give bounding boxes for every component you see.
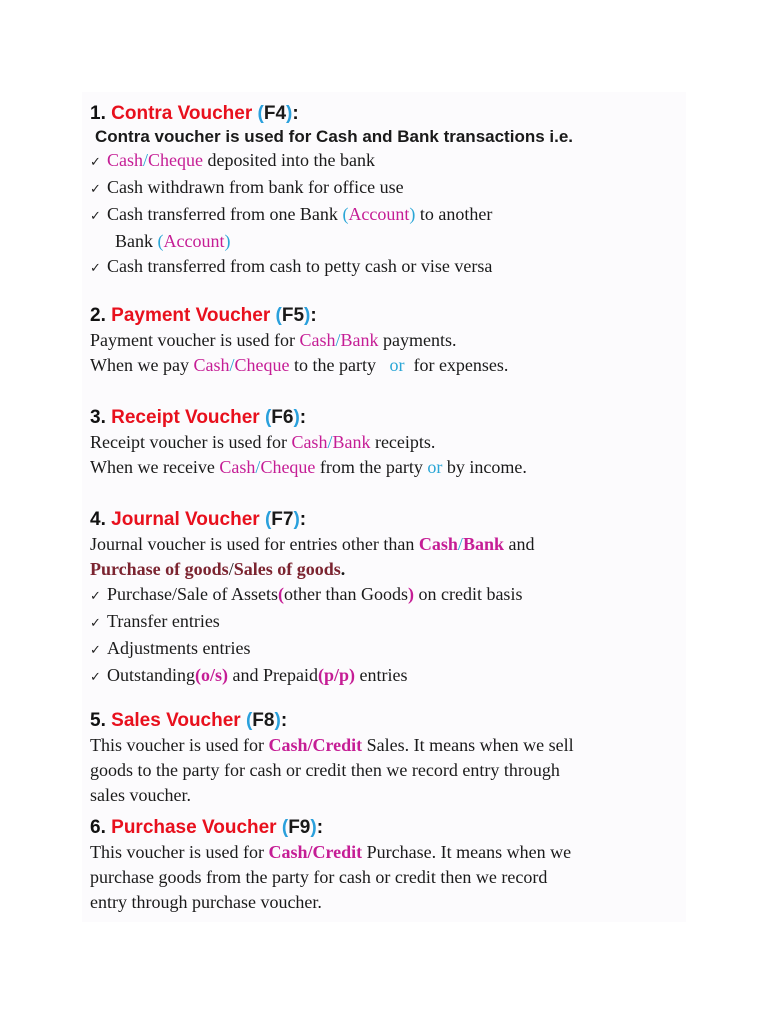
body-line <box>90 557 686 582</box>
body-text: When we receive <box>90 457 220 477</box>
paren-close: ) <box>304 305 311 326</box>
term-cash: Cash <box>268 735 308 755</box>
paren-close: ) <box>286 103 293 124</box>
term-bank: Bank <box>340 330 379 350</box>
slash: / <box>228 559 234 579</box>
body-text: and <box>503 534 535 554</box>
term-bank: Bank <box>462 534 504 554</box>
item-text: and Prepaid <box>228 665 318 685</box>
checkmark-icon: ✓ <box>90 589 101 604</box>
list-item <box>90 636 686 663</box>
slash: / <box>307 735 313 755</box>
term-cheque: Cheque <box>234 355 290 375</box>
item-text: Cash withdrawn from bank for office use <box>107 177 404 197</box>
item-text: Transfer entries <box>107 611 220 631</box>
section-heading <box>90 304 686 328</box>
shortcut-key: F5 <box>281 305 305 326</box>
slash: / <box>457 534 463 554</box>
list-item <box>90 609 686 636</box>
paren-open: ( <box>264 407 272 428</box>
voucher-name: Purchase Voucher <box>111 817 277 838</box>
body-text: This voucher is used for <box>90 842 269 862</box>
section-number: 5. <box>90 710 106 731</box>
term-cash: Cash <box>219 457 256 477</box>
list-item <box>90 663 686 690</box>
term-credit: Credit <box>312 735 363 755</box>
section-number: 3. <box>90 407 106 428</box>
term-account: Account <box>163 231 225 251</box>
list-item <box>90 148 686 175</box>
body-line: entry through purchase voucher. <box>90 892 322 912</box>
item-text: Cash transferred from cash to petty cash or vise versa <box>107 256 493 276</box>
body-text: This voucher is used for <box>90 735 269 755</box>
section-number: 1. <box>90 103 106 124</box>
checkmark-icon: ✓ <box>90 182 101 197</box>
paren-open: ( <box>281 817 289 838</box>
voucher-name: Sales Voucher <box>111 710 241 731</box>
term-cheque: Cheque <box>260 457 316 477</box>
slash: / <box>335 330 341 350</box>
term-cash: Cash <box>299 330 336 350</box>
body-text: for expenses. <box>404 355 509 375</box>
item-text: Outstanding <box>107 665 195 685</box>
item-text: Bank <box>115 231 158 251</box>
body-line: purchase goods from the party for cash or credit then we record <box>90 867 548 887</box>
body-line <box>90 840 686 865</box>
body-text: to the party <box>289 355 390 375</box>
paren-close: ) <box>310 817 317 838</box>
paren-open: ( <box>195 665 201 685</box>
slash: / <box>229 355 235 375</box>
section-heading <box>90 102 686 126</box>
body-text: receipts. <box>370 432 436 452</box>
term-cash: Cash <box>193 355 230 375</box>
checkmark-icon: ✓ <box>90 209 101 224</box>
term-bank: Bank <box>332 432 371 452</box>
paren-close: ) <box>407 584 414 604</box>
document-page <box>82 92 686 922</box>
body-text: payments. <box>378 330 457 350</box>
checkmark-icon: ✓ <box>90 643 101 658</box>
checkmark-icon: ✓ <box>90 155 101 170</box>
paren-close: ) <box>293 407 300 428</box>
shortcut-key: F9 <box>288 817 311 838</box>
checkmark-icon: ✓ <box>90 261 101 276</box>
section-number: 6. <box>90 817 106 838</box>
voucher-name: Journal Voucher <box>111 509 260 530</box>
list-item-continuation <box>90 229 686 254</box>
colon: : <box>299 509 307 530</box>
colon: : <box>316 817 324 838</box>
section-purchase-voucher <box>90 816 686 915</box>
term-account: Account <box>348 204 410 224</box>
term-cheque: Cheque <box>148 150 203 170</box>
term-cash: Cash <box>418 534 458 554</box>
item-text: entries <box>355 665 408 685</box>
slash: / <box>307 842 313 862</box>
shortcut-key: F4 <box>263 103 287 124</box>
item-text: deposited into the bank <box>203 150 375 170</box>
body-line: goods to the party for cash or credit then we record entry through <box>90 760 560 780</box>
item-text: to another <box>415 204 493 224</box>
paren-close: ) <box>222 665 229 685</box>
section-journal-voucher <box>90 508 686 690</box>
paren-open: ( <box>264 509 272 530</box>
body-text: When we pay <box>90 355 194 375</box>
section-heading <box>90 406 686 430</box>
paren-close: ) <box>274 710 281 731</box>
checkmark-icon: ✓ <box>90 616 101 631</box>
paren-open: ( <box>318 665 324 685</box>
slash: / <box>143 150 149 170</box>
body-line <box>90 328 686 353</box>
body-text: Receipt voucher is used for <box>90 432 292 452</box>
body-line <box>90 455 686 480</box>
body-line <box>90 532 686 557</box>
list-item <box>90 254 686 281</box>
term-cash: Cash <box>107 150 143 170</box>
body-line: sales voucher. <box>90 785 191 805</box>
item-text: Cash transferred from one Bank <box>107 204 343 224</box>
paren-close: ) <box>224 231 231 251</box>
shortcut-key: F7 <box>271 509 294 530</box>
colon: : <box>310 305 317 326</box>
section-heading <box>90 816 686 840</box>
term-credit: Credit <box>312 842 363 862</box>
term-cash: Cash <box>291 432 328 452</box>
checkmark-icon: ✓ <box>90 670 101 685</box>
term-purchase-of-goods: Purchase of goods <box>90 559 229 579</box>
term-sales-of-goods: Sales of goods <box>233 559 341 579</box>
shortcut-key: F6 <box>271 407 294 428</box>
paren-open: ( <box>245 710 253 731</box>
list-item <box>90 202 686 229</box>
body-line <box>90 733 686 758</box>
body-line <box>90 353 686 378</box>
term-pp: p/p <box>324 665 350 685</box>
paren-open: ( <box>275 305 282 326</box>
colon: : <box>292 103 299 124</box>
body-text: by income. <box>442 457 527 477</box>
item-text: Purchase/Sale of Assets <box>107 584 278 604</box>
section-payment-voucher <box>90 304 686 378</box>
term-or: or <box>427 457 443 477</box>
body-text: from the party <box>315 457 428 477</box>
section-sales-voucher <box>90 709 686 808</box>
list-item <box>90 582 686 609</box>
paren-close: ) <box>409 204 416 224</box>
body-text: Purchase. It means when we <box>362 842 572 862</box>
paren-open: ( <box>157 231 164 251</box>
term-cash: Cash <box>268 842 308 862</box>
body-text: Sales. It means when we sell <box>362 735 574 755</box>
paren-open: ( <box>257 103 264 124</box>
item-text: other than Goods <box>283 584 408 604</box>
section-intro: Contra voucher is used for Cash and Bank transactions i.e. <box>95 127 574 146</box>
colon: : <box>280 710 288 731</box>
term-os: o/s <box>201 665 223 685</box>
shortcut-key: F8 <box>252 710 275 731</box>
section-contra-voucher <box>90 102 686 281</box>
paren-open: ( <box>277 584 284 604</box>
voucher-name: Payment Voucher <box>111 305 271 326</box>
item-text: on credit basis <box>413 584 523 604</box>
list-item <box>90 175 686 202</box>
section-heading <box>90 709 686 733</box>
section-receipt-voucher <box>90 406 686 480</box>
paren-open: ( <box>342 204 349 224</box>
body-text: Journal voucher is used for entries other than <box>90 534 419 554</box>
paren-close: ) <box>293 509 300 530</box>
slash: / <box>327 432 333 452</box>
slash: / <box>255 457 261 477</box>
colon: : <box>299 407 307 428</box>
body-text: Payment voucher is used for <box>90 330 300 350</box>
period: . <box>340 559 346 579</box>
item-text: Adjustments entries <box>107 638 251 658</box>
body-line <box>90 430 686 455</box>
section-number: 4. <box>90 509 106 530</box>
section-number: 2. <box>90 305 106 326</box>
term-or: or <box>389 355 405 375</box>
paren-close: ) <box>349 665 356 685</box>
section-heading <box>90 508 686 532</box>
voucher-name: Receipt Voucher <box>111 407 260 428</box>
voucher-name: Contra Voucher <box>111 103 253 124</box>
